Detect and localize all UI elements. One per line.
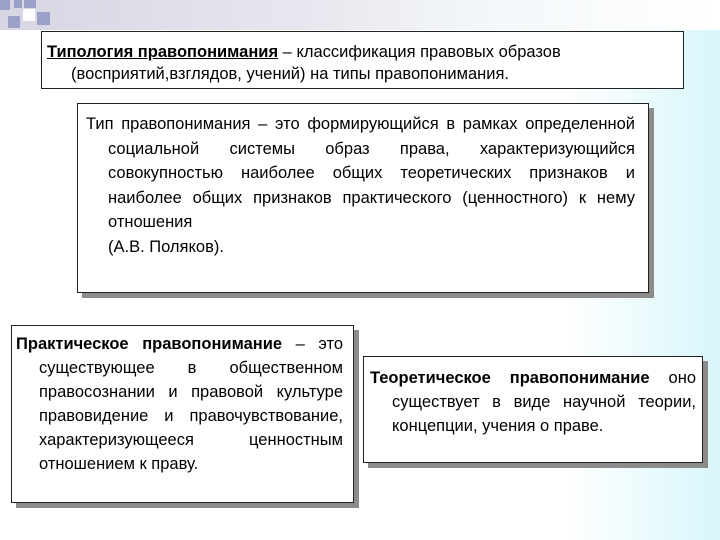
decor-square xyxy=(24,0,36,8)
theoretical-term: Теоретическое правопонимание xyxy=(370,369,650,387)
practical-understanding-box xyxy=(11,325,354,503)
type-definition-author: (А.В. Поляков). xyxy=(108,237,224,256)
decor-square xyxy=(14,0,22,8)
typology-definition-line2: (восприятий,взглядов, учений) на типы правопонимания. xyxy=(71,65,509,83)
type-definition-text: Тип правопонимания – это формирующийся в рамках определенной социальной системы образ права, характеризующийся совокупностью наиболее общих теоретических признаков и наиболее общих признаков практического (ценностного) к нему отношения xyxy=(86,115,635,231)
typology-definition-text: – классификация правовых образов xyxy=(278,43,561,61)
type-definition-box xyxy=(77,103,649,293)
decor-square xyxy=(37,12,50,25)
decor-square xyxy=(23,9,35,21)
theoretical-text: оно существует в виде научной теории, концепции, учения о праве. xyxy=(392,369,696,435)
decor-square xyxy=(0,0,10,10)
top-decor-band xyxy=(0,0,720,30)
typology-definition-box xyxy=(41,31,684,89)
decor-square xyxy=(8,16,20,28)
practical-text: – это существующее в общественном правосознании и правовой культуре правовидение и правочувствование, характеризующееся ценностным отношением к праву. xyxy=(39,335,343,473)
theoretical-understanding-box xyxy=(363,356,703,463)
typology-term: Типология правопонимания xyxy=(47,43,279,61)
practical-term: Практическое правопонимание xyxy=(16,335,283,353)
